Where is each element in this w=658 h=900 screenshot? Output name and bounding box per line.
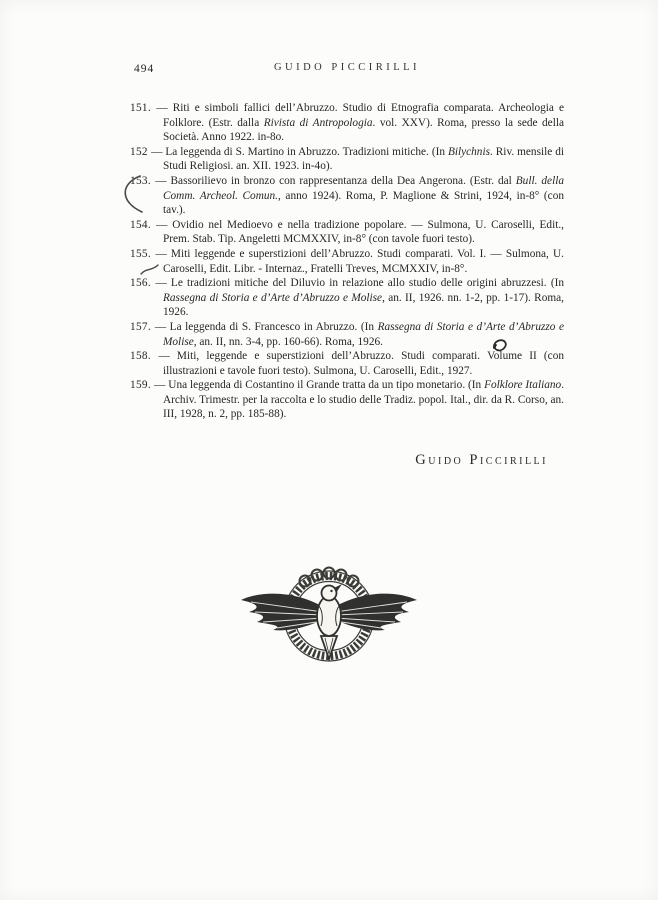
entry-text: — Le tradizioni mitiche del Diluvio in relazione allo studio delle origini abruzzesi. (In bbox=[155, 277, 564, 290]
entry-text: — Una leggenda di Costantino il Grande tratta da un tipo monetario. (In bbox=[154, 379, 485, 392]
entry-title-italic: Rassegna di Storia e d’Arte d’Abruzzo e Molise bbox=[163, 291, 383, 304]
entry-text: . vol. XXV). Roma, presso la sede della Società. Anno 1922. in-8o. bbox=[163, 116, 564, 144]
bibliography-entry bbox=[130, 101, 564, 145]
entry-number: 155. bbox=[130, 247, 156, 260]
entry-text: — Miti, leggende e superstizioni dell’Abruzzo. Studi comparati. Volume II (con illustrazioni e tavole fuori testo). Sulmona, U. Caroselli, Edit., 1927. bbox=[158, 350, 564, 377]
entry-text: , an. II, 1926. nn. 1-2, pp. 1-17). Roma, 1926. bbox=[163, 291, 564, 319]
entry-number: 153. bbox=[130, 174, 156, 187]
entry-text: — Miti leggende e superstizioni dell’Abruzzo. Studi comparati. Vol. I. — Sulmona, U. Caroselli, Edit. Libr. - Internaz., Fratelli Treves, MCMXXIV, in-8°. bbox=[155, 247, 565, 275]
page-number: 494 bbox=[134, 63, 155, 75]
entry-text: — Bassorilievo in bronzo con rappresentanza della Dea Angerona. (Estr. dal bbox=[155, 174, 516, 187]
bibliography-entry bbox=[130, 320, 564, 349]
entry-title-italic: Rivista di Antropologia bbox=[263, 116, 373, 129]
entry-text: , anno 1924). Roma, P. Maglione & Strini, 1924, in-8° (con tav.). bbox=[163, 189, 564, 217]
entry-number: 158. bbox=[130, 350, 159, 363]
entry-number: 157. bbox=[130, 320, 155, 333]
entry-text: — La leggenda di S. Francesco in Abruzzo. (In bbox=[154, 320, 378, 333]
entry-number: 154. bbox=[130, 218, 157, 231]
entry-title-italic: Bilychnis bbox=[447, 145, 490, 158]
entry-text: — Riti e simboli fallici dell’Abruzzo. Studio di Etnografia comparata. Archeologia e Folklore. (Estr. dalla bbox=[156, 102, 565, 129]
entry-number: 159. bbox=[130, 379, 155, 392]
entry-text: . Archiv. Trimestr. per la raccolta e lo studio delle Tradiz. popol. Ital., dir. da R. Corso, an. III, 1928, n. 2, pp. 185-88). bbox=[163, 379, 565, 421]
bibliography-entry bbox=[130, 247, 564, 276]
bibliography-entry bbox=[130, 174, 564, 218]
entry-number: 156. bbox=[130, 277, 156, 290]
bibliography-entry bbox=[130, 349, 564, 378]
entry-text: . Riv. mensile di Studi Religiosi. an. XII. 1923. in-4o). bbox=[163, 145, 564, 173]
dove-wreath-emblem-graphic bbox=[239, 560, 419, 664]
running-title: GUIDO PICCIRILLI bbox=[273, 62, 421, 73]
entry-title-italic: Folklore Italiano bbox=[484, 379, 562, 392]
running-head bbox=[132, 62, 562, 78]
dove-wreath-emblem bbox=[239, 560, 419, 664]
entry-title-italic: Rassegna di Storia e d’Arte d’Abruzzo e Molise bbox=[163, 320, 564, 348]
bibliography-list bbox=[130, 101, 564, 422]
bibliography-entry bbox=[130, 378, 564, 422]
entry-text: — Ovidio nel Medioevo e nella tradizione popolare. — Sulmona, U. Caroselli, Edit., Prem. Stab. Tip. Angeletti MCMXXIV, in-8° (con tavole fuori testo). bbox=[156, 218, 565, 246]
bibliography-entry bbox=[130, 218, 564, 247]
bibliography-entry bbox=[130, 145, 564, 174]
bibliography-entry bbox=[130, 276, 564, 320]
author-signature: Guido Piccirilli bbox=[415, 452, 548, 468]
entry-text: , an. II, nn. 3-4, pp. 160-66). Roma, 1926. bbox=[193, 335, 383, 348]
entry-number: 151. bbox=[130, 102, 157, 114]
entry-text: — La leggenda di S. Martino in Abruzzo. Tradizioni mitiche. (In bbox=[151, 145, 448, 158]
entry-number: 152 bbox=[130, 145, 152, 158]
entry-title-italic: Bull. della Comm. Archeol. Comun. bbox=[163, 174, 564, 202]
